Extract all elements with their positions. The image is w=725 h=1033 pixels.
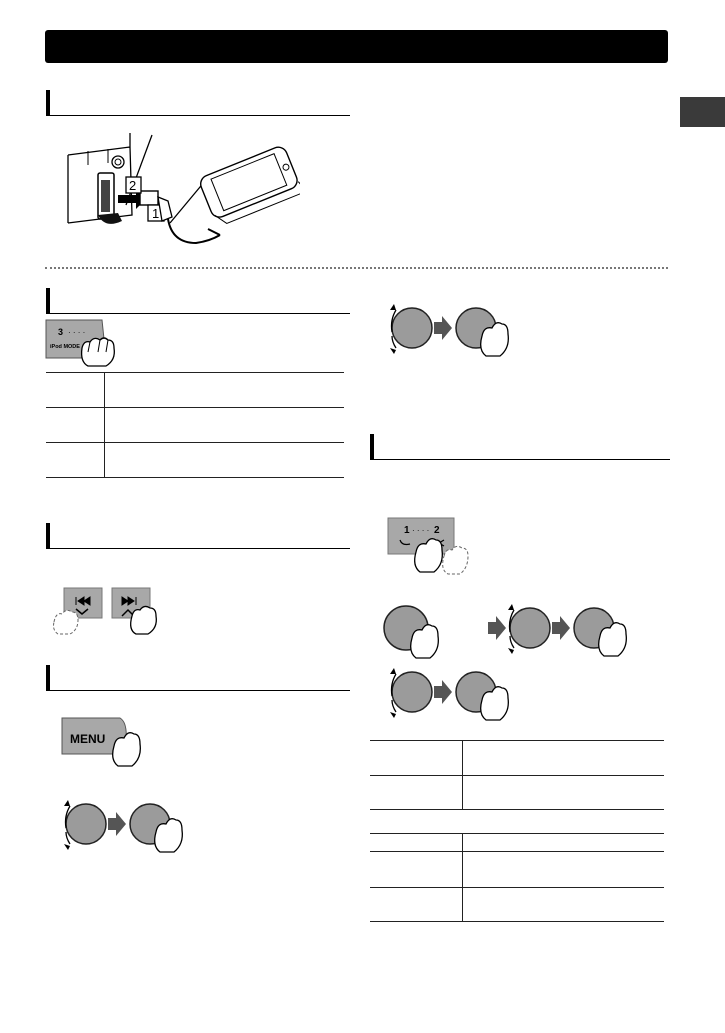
right-arrow-icon (552, 616, 570, 640)
section-header-skip (46, 523, 350, 549)
menu-button[interactable] (58, 712, 148, 770)
title-bar (45, 30, 668, 63)
mode-button-number: 3 (58, 327, 64, 337)
table-row (370, 741, 664, 776)
pointing-hand-icon (131, 606, 157, 634)
rotary-knob-icon (510, 608, 550, 648)
mode-table (46, 372, 344, 478)
language-tab (680, 97, 725, 127)
shuffle-button-number: 2 (434, 525, 440, 536)
rotary-knob-icon (66, 804, 106, 844)
step-2-label: 2 (129, 178, 137, 193)
right-arrow-icon (488, 616, 506, 640)
table-row (370, 888, 664, 922)
knob-rotate-press[interactable] (384, 296, 514, 366)
rotary-knob-icon (392, 672, 432, 712)
knob-rotate-press[interactable] (384, 660, 514, 730)
table-row (370, 776, 664, 810)
step-1-label: 1 (152, 206, 160, 221)
section-header-repeat-shuffle (370, 434, 670, 460)
table-row (370, 852, 664, 888)
knob-press[interactable] (378, 596, 458, 666)
table-row (370, 834, 664, 852)
section-divider (45, 267, 668, 269)
dashed-hand-icon (54, 610, 79, 634)
ipod-connection-illustration (60, 125, 300, 255)
table-row (46, 443, 344, 478)
section-header-playback (46, 288, 350, 314)
section-header-menu (46, 665, 350, 691)
repeat-table (370, 740, 664, 922)
right-arrow-icon (434, 316, 452, 340)
mode-button-label: iPod MODE (50, 344, 80, 350)
repeat-button-number: 1 (404, 525, 410, 536)
table-row (46, 408, 344, 443)
right-arrow-icon (108, 812, 126, 836)
rotary-knob-icon (392, 308, 432, 348)
skip-buttons[interactable] (48, 584, 168, 636)
dashed-hand-icon (443, 546, 468, 574)
svg-text:· · · ·: · · · · (68, 328, 86, 337)
knob-rotate-press-sequence[interactable] (484, 596, 634, 666)
menu-button-label: MENU (70, 732, 106, 746)
section-header-connect (46, 90, 350, 116)
ipod-mode-button[interactable] (44, 318, 124, 370)
repeat-shuffle-button[interactable] (378, 512, 478, 576)
right-arrow-icon (434, 680, 452, 704)
table-row (370, 810, 664, 834)
svg-text:· · · ·: · · · · (412, 526, 430, 535)
pointing-hand-icon (82, 338, 115, 366)
knob-rotate-press[interactable] (58, 792, 188, 862)
table-row (46, 373, 344, 408)
